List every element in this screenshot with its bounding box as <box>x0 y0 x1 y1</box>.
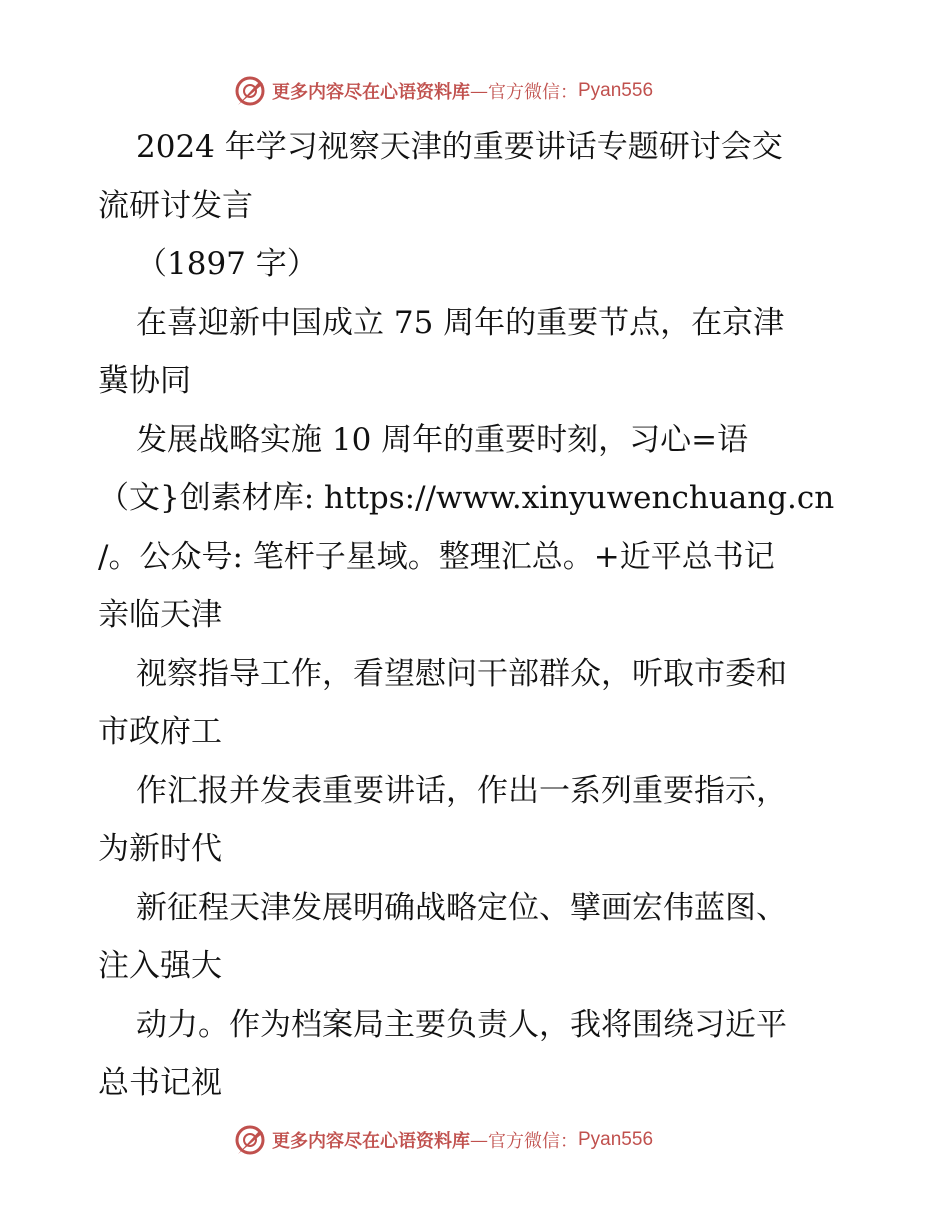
banner-title: 更多内容尽在心语资料库 <box>272 1131 470 1152</box>
banner-wechat-id: Pyan556 <box>578 1129 654 1150</box>
banner-wechat-label: 官方微信： <box>488 1131 578 1152</box>
text-line: 亲临天津 <box>98 597 222 633</box>
text-line: 新征程天津发展明确战略定位、擘画宏伟蓝图、 <box>136 889 787 926</box>
banner-separator: — <box>470 80 488 102</box>
text-line: 视察指导工作，看望慰问干部群众，听取市委和 <box>136 655 787 692</box>
text-line: 2024 年学习视察天津的重要讲话专题研讨会交 <box>136 129 783 165</box>
text-line: 市政府工 <box>98 714 222 750</box>
text-line: 动力。作为档案局主要负责人，我将围绕习近平 <box>136 1006 787 1043</box>
quill-logo-icon <box>234 75 266 107</box>
text-line: 总书记视 <box>98 1065 222 1101</box>
banner-title: 更多内容尽在心语资料库 <box>272 82 470 103</box>
text-line: 流研讨发言 <box>98 187 253 224</box>
quill-logo-icon <box>234 1124 266 1156</box>
text-line: 发展战略实施 10 周年的重要时刻，习心=语 <box>136 421 749 458</box>
word-count: （1897 字） <box>136 246 318 282</box>
text-line: 在喜迎新中国成立 75 周年的重要节点，在京津 <box>136 304 785 341</box>
banner-wechat-label: 官方微信： <box>488 82 578 103</box>
text-line: 冀协同 <box>98 363 191 399</box>
header-banner <box>234 73 714 109</box>
banner-wechat-id: Pyan556 <box>578 80 654 101</box>
text-line: 为新时代 <box>98 831 222 867</box>
text-line: （文}创素材库: https://www.xinyuwenchuang.cn <box>98 480 835 516</box>
banner-separator: — <box>470 1129 488 1151</box>
text-line: /。公众号: 笔杆子星域。整理汇总。+近平总书记 <box>98 538 775 575</box>
text-line: 作汇报并发表重要讲话，作出一系列重要指示， <box>136 772 787 809</box>
document-body <box>98 118 858 1113</box>
footer-banner <box>234 1122 714 1158</box>
text-line: 注入强大 <box>98 948 222 984</box>
